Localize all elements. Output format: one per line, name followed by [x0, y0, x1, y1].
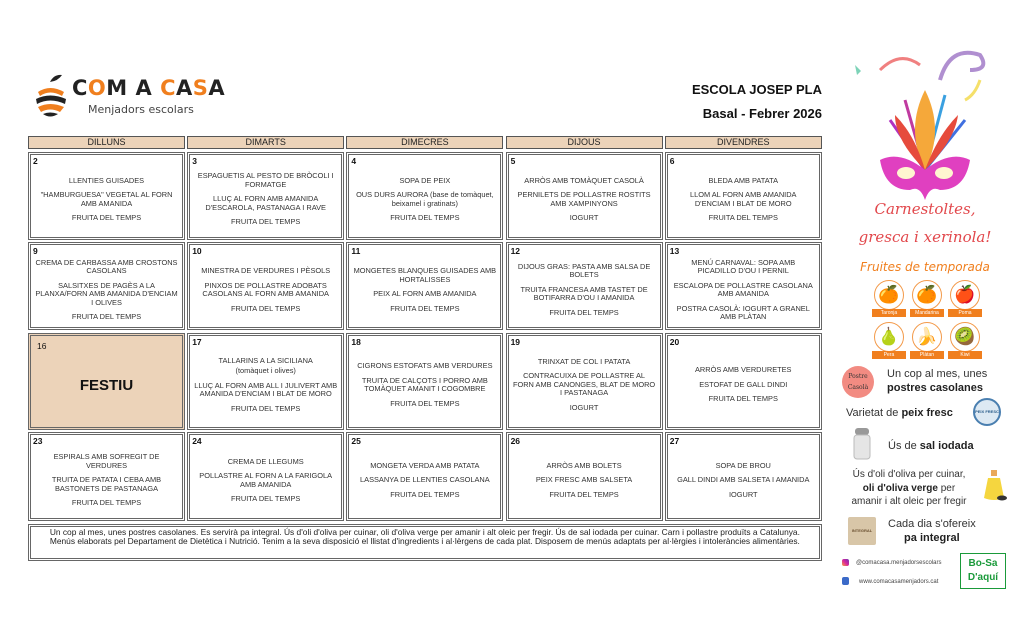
dish-item: ARRÒS AMB TOMÀQUET CASOLÀ — [524, 175, 644, 185]
dish-item: FRUITA DEL TEMPS — [549, 489, 619, 499]
day-cell — [506, 432, 663, 521]
day-cell — [187, 333, 344, 430]
dish-item: GALL DINDI AMB SALSETA I AMANIDA — [677, 475, 810, 485]
dish-item: CREMA DE LLEGUMS — [227, 456, 304, 466]
salt-info: Ús de sal iodada — [888, 440, 974, 452]
day-number: 25 — [351, 436, 361, 446]
olive-oil-info: Ús d'oli d'oliva per cuinar, oli d'oliva verge per amanir i alt oleic per fregir — [851, 469, 967, 507]
day-cell — [187, 242, 344, 330]
fruit-label: Mandarina — [910, 309, 944, 317]
bosa-daqui-logo: Bo-Sa D'aquí — [960, 553, 1006, 589]
dish-item: TRINXAT DE COL I PATATA — [537, 356, 631, 366]
day-cell — [346, 152, 503, 240]
day-cell — [28, 333, 185, 430]
homemade-dessert-badge: Postre Casolà — [842, 366, 874, 398]
dish-item: ESCALOPA DE POLLASTRE CASOLANA AMB AMANIDA — [673, 280, 813, 298]
website-link[interactable]: www.comacasamenjadors.cat — [859, 579, 939, 585]
apple-logo-icon — [32, 72, 70, 120]
fruit-label: Taronja — [872, 309, 906, 317]
dish-item: PINXOS DE POLLASTRE ADOBATS CASOLANS AL FORN AMB AMANIDA — [202, 280, 329, 298]
dish-item: LLUÇ AL FORN AMB ALL I JULIVERT AMB AMANIDA D'ENCIAM I BLAT DE MORO — [194, 380, 338, 399]
day-number: 18 — [351, 336, 361, 347]
dish-item: DIJOUS GRAS: PASTA AMB SALSA DE BOLETS — [517, 261, 651, 280]
olive-oil-bottle-icon — [982, 470, 1008, 502]
dish-item: IOGURT — [569, 402, 599, 412]
salt-shaker-icon — [852, 428, 872, 460]
day-number: 19 — [510, 336, 521, 347]
day-number: 5 — [510, 155, 516, 166]
dish-item: SOPA DE PEIX — [399, 175, 451, 185]
dish-item: IOGURT — [569, 213, 599, 222]
dish-item: MONGETA VERDA AMB PATATA — [370, 460, 480, 470]
dish-item: TRUITA FRANCESA AMB TASTET DE BOTIFARRA D'OU I AMANIDA — [520, 284, 648, 303]
dish-item: LLENTIES GUISADES — [68, 175, 145, 185]
fruit-item — [872, 280, 906, 320]
com-a-casa-logo — [32, 72, 226, 120]
day-number: 16 — [37, 340, 47, 351]
dish-item: FRUITA DEL TEMPS — [231, 494, 301, 503]
carnival-title-line1: Carnestoltes, — [874, 200, 976, 218]
dish-item: FRUITA DEL TEMPS — [390, 303, 460, 313]
fruit-mandarina-icon: 🍊 — [912, 280, 942, 310]
dish-item: FRUITA DEL TEMPS — [71, 312, 142, 321]
day-number: 2 — [33, 155, 38, 166]
dish-item: FRUITA DEL TEMPS — [708, 213, 778, 222]
logo-title: COM A CASA — [72, 76, 226, 100]
day-number: 20 — [669, 336, 680, 347]
dish-item: PEIX AL FORN AMB AMANIDA — [373, 289, 477, 298]
dish-item: TRUITA DE CALÇOTS I PORRO AMB TOMÀQUET AMANIT I COGOMBRE — [361, 375, 488, 393]
dish-item: "HAMBURGUESA" VEGETAL AL FORN AMB AMANIDA — [40, 190, 173, 208]
fruit-kiwi-icon: 🥝 — [950, 322, 980, 352]
day-header-dimarts: DIMARTS — [187, 136, 344, 149]
day-cell — [665, 432, 822, 521]
fruit-label: Plàtan — [910, 351, 944, 359]
dish-item: FRUITA DEL TEMPS — [231, 217, 301, 227]
dish-item: FRUITA DEL TEMPS — [71, 498, 142, 508]
dish-item: POLLASTRE AL FORN A LA FARIGOLA AMB AMANIDA — [199, 471, 333, 489]
dish-item: LASSANYA DE LLENTIES CASOLANA — [360, 475, 490, 485]
holiday-label: FESTIU — [79, 376, 134, 394]
fruit-label: Poma — [948, 309, 982, 317]
day-number: 27 — [669, 436, 680, 446]
day-cell — [506, 242, 663, 330]
desserts-info: Un cop al mes, unes postres casolanes — [887, 368, 988, 394]
day-number: 24 — [192, 436, 202, 446]
dish-item: ESPIRALS AMB SOFREGIT DE VERDURES — [53, 452, 160, 470]
dish-item: PEIX FRESC AMB SALSETA — [535, 475, 633, 485]
menu-calendar — [28, 136, 822, 561]
dish-item: MINESTRA DE VERDURES I PÈSOLS — [201, 266, 331, 275]
day-number: 6 — [669, 155, 675, 166]
day-cell — [28, 432, 185, 521]
day-cell — [506, 152, 663, 240]
dish-item: CREMA DE CARBASSA AMB CROSTONS CASOLANS — [35, 257, 178, 275]
whole-bread-badge: INTEGRAL — [848, 517, 876, 545]
fruit-item — [872, 322, 906, 362]
dish-item: OUS DURS AURORA (base de tomàquet, beixamel i gratinats) — [356, 190, 494, 208]
fruits-title: Fruites de temporada — [860, 260, 990, 274]
fruit-label: Kiwi — [948, 351, 982, 359]
fruit-poma-icon: 🍎 — [950, 280, 980, 310]
info-sidebar — [830, 30, 1024, 622]
fruit-item — [910, 322, 944, 362]
dish-item: (tomàquet i olives) — [235, 366, 296, 376]
fruit-item — [948, 322, 982, 362]
dish-item: LLUÇ AL FORN AMB AMANIDA D'ESCAROLA, PASTANAGA I RAVE — [205, 194, 326, 212]
dish-item: LLOM AL FORN AMB AMANIDA D'ENCIAM I BLAT DE MORO — [689, 190, 797, 208]
day-number: 13 — [669, 246, 680, 256]
dish-item: FRUITA DEL TEMPS — [71, 213, 142, 222]
day-header-divendres: DIVENDRES — [665, 136, 822, 149]
day-cell — [506, 333, 663, 430]
logo-subtitle: Menjadors escolars — [88, 103, 194, 116]
day-cell — [346, 432, 503, 521]
dish-item: CIGRONS ESTOFATS AMB VERDURES — [357, 361, 493, 370]
day-cell — [28, 242, 185, 330]
carnival-title-line2: gresca i xerinola! — [858, 228, 992, 246]
day-header-dijous: DIJOUS — [506, 136, 663, 149]
fruit-pera-icon: 🍐 — [874, 322, 904, 352]
day-cell — [665, 152, 822, 240]
day-number: 23 — [33, 436, 43, 446]
school-name: ESCOLA JOSEP PLA — [691, 82, 822, 97]
menu-period: Basal - Febrer 2026 — [702, 106, 822, 121]
dish-item: ESPAGUETIS AL PESTO DE BRÒCOLI I FORMATGE — [197, 171, 334, 189]
day-number: 12 — [510, 246, 521, 256]
dish-item: MONGETES BLANQUES GUISADES AMB HORTALISSES — [353, 266, 497, 284]
bread-info: Cada dia s'ofereix pa integral — [888, 518, 976, 544]
dish-item: FRUITA DEL TEMPS — [390, 398, 460, 408]
fruit-label: Pera — [872, 351, 906, 359]
fruit-item — [910, 280, 944, 320]
dish-item: FRUITA DEL TEMPS — [390, 489, 460, 499]
dish-item: PERNILETS DE POLLASTRE ROSTITS AMB XAMPINYONS — [517, 190, 651, 208]
day-header-dilluns: DILLUNS — [28, 136, 185, 149]
dish-item: TALLARINS A LA SICILIANA — [218, 355, 313, 365]
dish-item: POSTRA CASOLÀ: IOGURT A GRANEL AMB PLÀTAN — [676, 303, 810, 321]
instagram-icon — [842, 559, 849, 566]
dish-item: ARRÒS AMB VERDURETES — [694, 365, 792, 375]
day-number: 3 — [192, 155, 197, 166]
day-number: 9 — [33, 246, 38, 256]
day-number: 26 — [510, 436, 521, 446]
dish-item: BLEDA AMB PATATA — [708, 175, 779, 185]
day-cell — [346, 333, 503, 430]
fruit-taronja-icon: 🍊 — [874, 280, 904, 310]
day-cell — [346, 242, 503, 330]
dish-item: FRUITA DEL TEMPS — [231, 303, 301, 313]
day-cell — [187, 152, 344, 240]
day-cell — [665, 333, 822, 430]
day-number: 17 — [192, 336, 202, 347]
day-number: 11 — [351, 246, 361, 256]
dish-item: FRUITA DEL TEMPS — [390, 213, 460, 222]
fruit-plàtan-icon: 🍌 — [912, 322, 942, 352]
dish-item: FRUITA DEL TEMPS — [549, 307, 619, 317]
menu-footnote: Un cop al mes, unes postres casolanes. Es servirà pa integral. Ús d'oli d'oliva per cuinar, oli d'oliva verge per amanir i alt oleic per fregir. Ús de sal iodada per cuinar. Carn i pollastre produïts a Catalunya. Menús elaborats pel Departament de Dietètica i Nutrició. Tenim a la seva disposició el llistat d'ingredients i al·lèrgens de cada plat. Disposem de menús adaptats per al·lèrgies i intoleràncies alimentàries. — [28, 524, 822, 561]
dish-item: FRUITA DEL TEMPS — [231, 403, 301, 413]
dish-item: ARRÒS AMB BOLETS — [546, 460, 622, 470]
day-number: 10 — [192, 246, 202, 256]
day-cell — [665, 242, 822, 330]
carnival-mask-icon — [850, 40, 1000, 210]
dish-item: ESTOFAT DE GALL DINDI — [699, 379, 788, 389]
day-header-dimecres: DIMECRES — [346, 136, 503, 149]
dish-item: MENÚ CARNAVAL: SOPA AMB PICADILLO D'OU I PERNIL — [691, 257, 796, 275]
dish-item: FRUITA DEL TEMPS — [708, 394, 778, 404]
fish-info: Varietat de peix fresc — [846, 407, 953, 419]
fresh-fish-badge: PEIX FRESC — [973, 398, 1001, 426]
day-number: 4 — [351, 155, 357, 166]
dish-item: IOGURT — [728, 489, 758, 499]
day-cell — [187, 432, 344, 521]
dish-item: TRUITA DE PATATA I CEBA AMB BASTONETS DE PASTANAGA — [51, 475, 162, 493]
web-icon — [842, 577, 849, 585]
dish-item: SALSITXES DE PAGÈS A LA PLANXA/FORN AMB AMANIDA D'ENCIAM I OLIVES — [35, 280, 178, 307]
day-cell — [28, 152, 185, 240]
instagram-handle[interactable]: @comacasa.menjadorsescolars — [856, 560, 942, 566]
fruit-item — [948, 280, 982, 320]
dish-item: CONTRACUIXA DE POLLASTRE AL FORN AMB CANONGES, BLAT DE MORO I PASTANAGA — [512, 371, 656, 398]
dish-item: SOPA DE BROU — [715, 460, 771, 470]
